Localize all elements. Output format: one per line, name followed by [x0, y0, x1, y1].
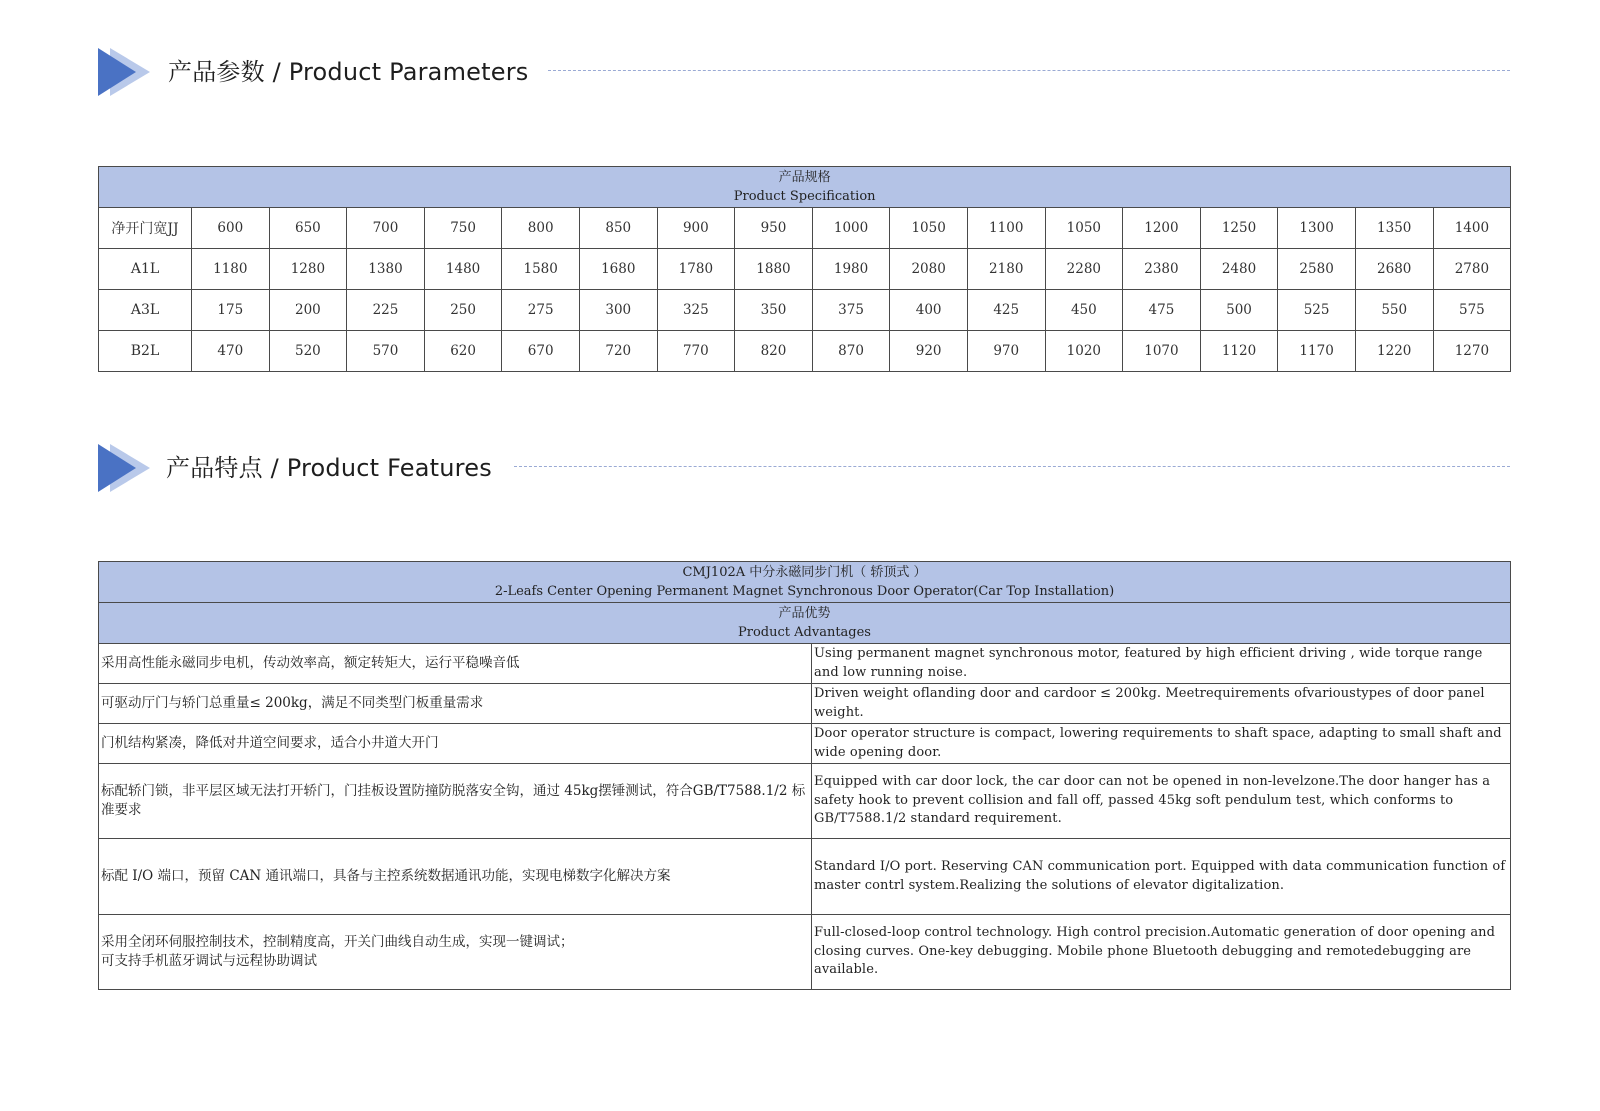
- feature-text-zh: 门机结构紧凑，降低对井道空间要求，适合小井道大开门: [99, 724, 812, 764]
- spec-cell: 1350: [1355, 208, 1433, 249]
- spec-cell: 470: [192, 331, 270, 372]
- spec-cell: 1120: [1200, 331, 1278, 372]
- features-table-title: [99, 562, 1511, 603]
- spec-cell: 850: [579, 208, 657, 249]
- feature-text-en: Using permanent magnet synchronous motor, featured by high efficient driving , wide torque range and low running noise.: [812, 644, 1511, 684]
- spec-cell: 900: [657, 208, 735, 249]
- spec-cell: 1220: [1355, 331, 1433, 372]
- spec-cell: 1180: [192, 249, 270, 290]
- spec-row-label: B2L: [99, 331, 192, 372]
- product-spec-table: [98, 166, 1511, 372]
- spec-cell: 570: [347, 331, 425, 372]
- spec-row: [99, 331, 1511, 372]
- feature-text-zh: 采用全闭环伺服控制技术，控制精度高，开关门曲线自动生成，实现一键调试； 可支持手机蓝牙调试与远程协助调试: [99, 915, 812, 990]
- spec-cell: 1170: [1278, 331, 1356, 372]
- spec-row-label: A1L: [99, 249, 192, 290]
- spec-cell: 400: [890, 290, 968, 331]
- spec-row-label: A3L: [99, 290, 192, 331]
- spec-cell: 650: [269, 208, 347, 249]
- dashed-divider: [548, 70, 1510, 71]
- spec-cell: 1020: [1045, 331, 1123, 372]
- spec-row-label: 净开门宽JJ: [99, 208, 192, 249]
- features-section-heading: [98, 440, 1510, 500]
- spec-cell: 800: [502, 208, 580, 249]
- spec-cell: 620: [424, 331, 502, 372]
- spec-cell: 550: [1355, 290, 1433, 331]
- feature-row: [99, 839, 1511, 915]
- spec-cell: 1070: [1123, 331, 1201, 372]
- feature-row: [99, 915, 1511, 990]
- feature-text-en: Driven weight oflanding door and cardoor ≤ 200kg. Meetrequirements ofvarioustypes of door panel weight.: [812, 684, 1511, 724]
- spec-header-zh: 产品规格: [778, 170, 831, 185]
- spec-cell: 2180: [967, 249, 1045, 290]
- spec-cell: 750: [424, 208, 502, 249]
- spec-cell: 175: [192, 290, 270, 331]
- feature-text-zh: 可驱动厅门与轿门总重量≤ 200kg，满足不同类型门板重量需求: [99, 684, 812, 724]
- spec-cell: 1880: [735, 249, 813, 290]
- spec-cell: 575: [1433, 290, 1511, 331]
- spec-cell: 970: [967, 331, 1045, 372]
- dashed-divider: [514, 466, 1510, 467]
- spec-cell: 2480: [1200, 249, 1278, 290]
- spec-cell: 1780: [657, 249, 735, 290]
- spec-cell: 525: [1278, 290, 1356, 331]
- spec-cell: 770: [657, 331, 735, 372]
- spec-cell: 450: [1045, 290, 1123, 331]
- features-title-en: 2-Leafs Center Opening Permanent Magnet Synchronous Door Operator(Car Top Installation): [494, 584, 1115, 599]
- parameters-section-title: 产品参数 / Product Parameters: [168, 58, 529, 86]
- spec-cell: 325: [657, 290, 735, 331]
- spec-cell: 1580: [502, 249, 580, 290]
- spec-table-header: [99, 167, 1511, 208]
- spec-cell: 1380: [347, 249, 425, 290]
- spec-cell: 870: [812, 331, 890, 372]
- feature-row: [99, 764, 1511, 839]
- double-chevron-right-icon: [98, 440, 158, 496]
- spec-cell: 1000: [812, 208, 890, 249]
- spec-cell: 820: [735, 331, 813, 372]
- spec-cell: 1980: [812, 249, 890, 290]
- spec-header-en: Product Specification: [733, 189, 876, 204]
- spec-row: [99, 249, 1511, 290]
- spec-cell: 950: [735, 208, 813, 249]
- advantages-header-zh: 产品优势: [778, 606, 831, 621]
- feature-text-en: Door operator structure is compact, lowering requirements to shaft space, adapting to small shaft and wide opening door.: [812, 724, 1511, 764]
- double-chevron-right-icon: [98, 44, 158, 100]
- spec-cell: 720: [579, 331, 657, 372]
- spec-cell: 1250: [1200, 208, 1278, 249]
- advantages-header: [99, 603, 1511, 644]
- spec-cell: 1100: [967, 208, 1045, 249]
- spec-cell: 600: [192, 208, 270, 249]
- spec-cell: 1280: [269, 249, 347, 290]
- spec-cell: 475: [1123, 290, 1201, 331]
- feature-row: [99, 684, 1511, 724]
- spec-cell: 2380: [1123, 249, 1201, 290]
- spec-cell: 300: [579, 290, 657, 331]
- feature-text-en: Full-closed-loop control technology. High control precision.Automatic generation of door opening and closing curves. One-key debugging. Mobile phone Bluetooth debugging and remotedebugging are available.: [812, 915, 1511, 990]
- spec-cell: 275: [502, 290, 580, 331]
- product-features-table: [98, 561, 1511, 990]
- spec-cell: 1270: [1433, 331, 1511, 372]
- spec-cell: 2280: [1045, 249, 1123, 290]
- spec-cell: 250: [424, 290, 502, 331]
- feature-text-en: Equipped with car door lock, the car door can not be opened in non-levelzone.The door hanger has a safety hook to prevent collision and fall off, passed 45kg soft pendulum test, which conforms to GB/T7588.1/2 standard requirement.: [812, 764, 1511, 839]
- spec-cell: 375: [812, 290, 890, 331]
- spec-cell: 200: [269, 290, 347, 331]
- spec-cell: 1400: [1433, 208, 1511, 249]
- feature-row: [99, 724, 1511, 764]
- spec-cell: 2680: [1355, 249, 1433, 290]
- feature-text-en: Standard I/O port. Reserving CAN communication port. Equipped with data communication function of master contrl system.Realizing the solutions of elevator digitalization.: [812, 839, 1511, 915]
- spec-cell: 700: [347, 208, 425, 249]
- spec-cell: 2080: [890, 249, 968, 290]
- feature-text-zh: 标配轿门锁，非平层区域无法打开轿门，门挂板设置防撞防脱落安全钩，通过 45kg摆锤测试，符合GB/T7588.1/2 标准要求: [99, 764, 812, 839]
- spec-cell: 500: [1200, 290, 1278, 331]
- spec-cell: 225: [347, 290, 425, 331]
- features-section-title: 产品特点 / Product Features: [166, 454, 492, 482]
- spec-cell: 1200: [1123, 208, 1201, 249]
- spec-cell: 1480: [424, 249, 502, 290]
- features-title-zh: CMJ102A 中分永磁同步门机（ 轿顶式 ）: [682, 565, 927, 580]
- feature-text-zh: 采用高性能永磁同步电机，传动效率高，额定转矩大，运行平稳噪音低: [99, 644, 812, 684]
- spec-cell: 2580: [1278, 249, 1356, 290]
- spec-cell: 425: [967, 290, 1045, 331]
- feature-row: [99, 644, 1511, 684]
- parameters-section-heading: [98, 44, 1510, 104]
- spec-cell: 350: [735, 290, 813, 331]
- spec-cell: 520: [269, 331, 347, 372]
- spec-cell: 1300: [1278, 208, 1356, 249]
- advantages-header-en: Product Advantages: [738, 625, 871, 640]
- spec-cell: 920: [890, 331, 968, 372]
- spec-cell: 1680: [579, 249, 657, 290]
- feature-text-zh: 标配 I/O 端口，预留 CAN 通讯端口，具备与主控系统数据通讯功能，实现电梯数字化解决方案: [99, 839, 812, 915]
- spec-row: [99, 208, 1511, 249]
- spec-cell: 1050: [890, 208, 968, 249]
- spec-cell: 1050: [1045, 208, 1123, 249]
- spec-cell: 2780: [1433, 249, 1511, 290]
- spec-cell: 670: [502, 331, 580, 372]
- spec-row: [99, 290, 1511, 331]
